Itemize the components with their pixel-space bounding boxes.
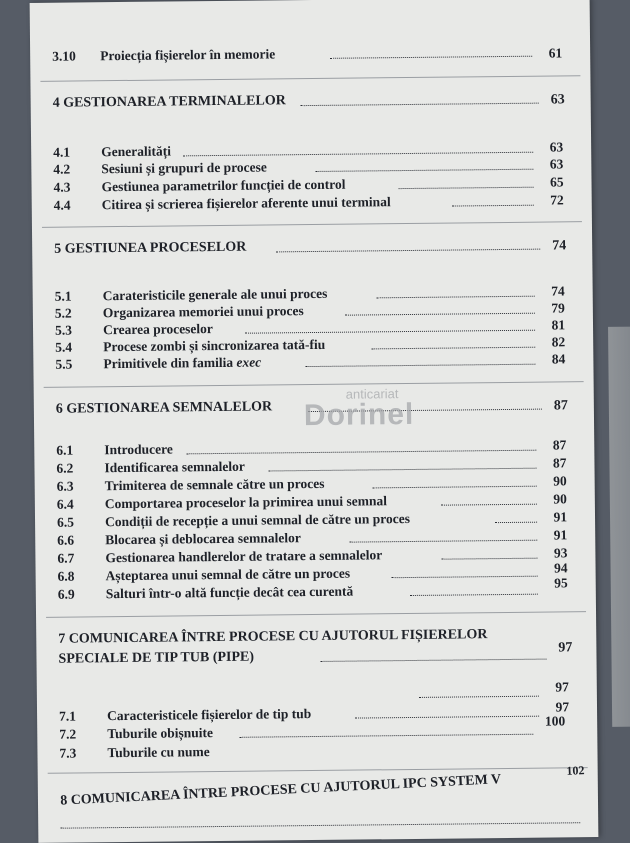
section-number: 5.2 [54,305,72,321]
page-number: 93 [553,545,568,561]
leader-dots [355,716,539,719]
leader-dots [349,540,537,543]
leader-dots [419,696,539,698]
chapter-title: 4 GESTIONAREA TERMINALELOR [52,93,286,111]
section-number: 6.1 [56,442,74,458]
page-number: 97 [555,679,569,695]
page-number: 65 [549,174,564,190]
section-title: Tuburile cu nume [107,744,210,761]
section-title: Sesiuni și grupuri de procese [101,159,267,177]
section-title-emphasis: exec [236,354,262,370]
watermark-brand: Dorinel [303,397,415,433]
page-number: 97 [555,699,570,715]
toc-entry [56,437,567,458]
page-number: 63 [549,139,564,155]
toc-entry [53,139,564,160]
page-number: 95 [554,575,568,591]
divider [44,381,584,388]
section-title: Blocarea și deblocarea semnalelor [105,530,301,548]
section-number: 5.4 [55,339,73,355]
watermark-top-text: anticariat [345,386,399,402]
book-page [30,0,599,843]
toc-entry [59,679,569,695]
section-title: Salturi într-o altă funcție decât cea curentă [105,583,354,602]
chapter-title: 8 COMUNICAREA ÎNTRE PROCESE CU AJUTORUL IPC SYSTEM V [59,772,502,809]
leader-dots [245,330,535,334]
leader-dots [239,734,533,738]
page-number: 91 [553,509,568,525]
section-number: 6.8 [57,568,75,584]
page-number: 82 [551,334,566,350]
section-number: 6.2 [56,460,74,476]
page-number: 61 [548,45,563,61]
leader-dots [452,205,534,207]
section-title: Generalități [101,143,171,160]
chapter-title-line-1: 7 COMUNICAREA ÎNTRE PROCESE CU AJUTORUL FIȘIERELOR [58,627,488,647]
leader-dots [308,409,542,412]
section-title: Condiții de recepție a unui semnal de către un proces [104,511,410,530]
page-number: 63 [549,156,564,172]
leader-dots [276,249,540,253]
section-title: Caracteristicele fișierelor de tip tub [107,706,312,724]
divider [42,221,582,228]
chapter-title: 5 GESTIUNEA PROCESELOR [54,239,247,257]
section-title: Citirea și scrierea fișierelor aferente unui terminal [101,194,391,213]
page-number: 81 [551,317,566,333]
leader-dots [183,152,533,157]
section-title: Proiecția fișierelor în memorie [100,46,276,64]
section-number: 4.2 [53,161,71,177]
section-number: 6.5 [56,514,75,530]
leader-dots [301,103,539,106]
page-number: 94 [553,560,568,576]
section-title: Tuburile obișnuite [107,725,214,742]
chapter-4-heading [52,89,565,111]
leader-dots [495,522,537,523]
leader-dots [392,576,538,579]
section-number: 5.3 [54,322,72,338]
page-number: 90 [553,491,567,507]
divider [40,75,580,82]
page-number: 102 [566,763,585,778]
page-number: 97 [558,640,573,656]
leader-dots [269,468,537,472]
leader-dots [441,504,537,506]
section-title: Comportarea proceselor la primirea unui semnal [104,493,388,512]
section-title-text: Primitivele din familia [103,354,237,372]
page-number: 90 [553,473,567,489]
page-number: 100 [544,713,566,729]
leader-dots [321,659,547,662]
chapter-title-line-2: SPECIALE DE TIP TUB (PIPE) [58,649,255,667]
section-number: 4.3 [53,179,71,195]
leader-dots [373,486,537,489]
chapter-title: 6 GESTIONAREA SEMNALELOR [55,399,273,417]
leader-dots [315,169,533,172]
section-title: Identificarea semnalelor [104,458,245,476]
section-number: 6.3 [56,478,74,494]
section-title: Așteptarea unui semnal de către un proces [105,565,351,584]
page-number: 79 [551,300,565,316]
section-number: 4.1 [53,144,71,160]
section-number: 7.3 [59,745,77,761]
section-title: Carateristicile generale ale unui proces [102,285,328,304]
leader-dots [186,450,536,455]
section-title: Crearea proceselor [102,321,213,338]
leader-dots [441,558,537,560]
section-number: 6.6 [57,532,75,548]
section-number: 3.10 [52,48,76,64]
page-curl-shadow [608,326,630,726]
leader-dots [399,187,534,189]
page-number: 74 [552,238,567,254]
section-title: Trimiterea de semnale către un proces [104,475,325,494]
section-number: 6.4 [56,496,74,512]
page-number: 87 [553,398,568,414]
leader-dots [305,364,535,367]
divider [46,611,586,618]
section-number: 6.7 [57,550,75,566]
section-number: 7.1 [59,708,77,724]
page-number: 84 [551,351,566,367]
section-number: 5.5 [55,356,73,372]
page-number: 72 [550,192,564,208]
section-number: 7.2 [59,726,77,742]
leader-dots [345,313,535,316]
chapter-7-heading [58,625,572,670]
leader-dots [371,347,535,350]
section-number: 6.9 [57,586,75,602]
section-number: 5.1 [54,288,72,304]
leader-dots [410,594,538,596]
toc-entry-3-10 [52,43,563,64]
section-title: Organizarea memoriei unui proces [102,303,304,321]
section-title: Procese zombi și sincronizarea tată-fiu [103,336,326,355]
leader-dots [60,822,580,828]
page-number: 91 [553,527,568,543]
page-number: 87 [552,455,567,471]
section-number: 4.4 [53,197,71,213]
leader-dots [330,56,532,59]
section-title: Gestiunea parametrilor funcției de control [101,176,346,195]
section-title: Gestionarea handlerelor de tratare a semnalelor [105,547,383,566]
page-number: 74 [551,283,565,299]
leader-dots [377,296,535,299]
section-title [103,355,261,373]
section-title: Introducere [104,441,173,458]
page-number: 63 [550,92,565,108]
chapter-5-heading [54,235,567,257]
toc-entry [54,283,565,304]
divider [48,767,588,774]
page-number: 87 [552,437,567,453]
